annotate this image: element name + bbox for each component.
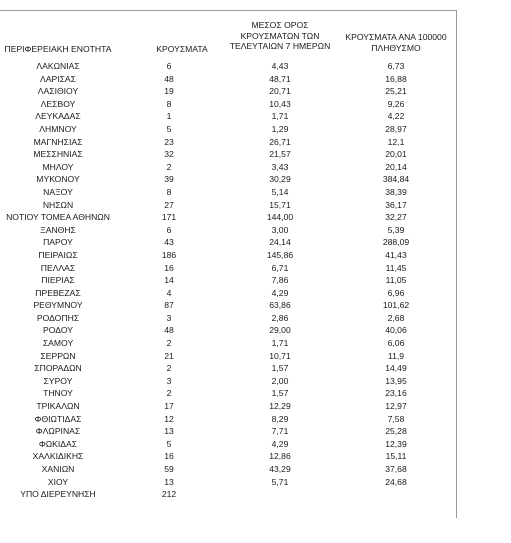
table-row	[0, 173, 456, 186]
region-cell: ΛΗΜΝΟΥ	[39, 123, 77, 134]
table-row	[0, 362, 456, 375]
per100k-cell: 15,11	[385, 451, 407, 462]
per100k-cell: 23,16	[385, 388, 407, 399]
cases-cell: 19	[164, 86, 174, 97]
table-header	[0, 16, 456, 60]
cases-cell: 3	[166, 312, 172, 323]
table-body	[0, 60, 456, 501]
table-row	[0, 224, 456, 237]
region-cell: ΧΑΛΚΙΔΙΚΗΣ	[32, 451, 84, 462]
per100k-cell: 4,22	[387, 111, 405, 122]
region-cell: ΤΗΝΟΥ	[43, 388, 73, 399]
region-cell: ΦΛΩΡΙΝΑΣ	[35, 426, 81, 437]
table-row	[0, 136, 456, 149]
cases-cell: 39	[164, 174, 174, 185]
avg7-cell: 1,57	[271, 388, 289, 399]
region-cell: ΧΙΟΥ	[47, 476, 69, 487]
cases-cell: 16	[164, 451, 174, 462]
region-cell: ΣΕΡΡΩΝ	[40, 350, 76, 361]
cases-cell: 8	[166, 186, 172, 197]
per100k-cell: 7,58	[387, 413, 405, 424]
avg7-cell: 1,29	[271, 123, 289, 134]
avg7-cell: 4,29	[271, 287, 289, 298]
cases-cell: 2	[166, 363, 172, 374]
cases-cell: 4	[166, 287, 172, 298]
per100k-cell: 37,68	[385, 464, 407, 474]
avg7-cell: 20,71	[269, 86, 291, 97]
cases-cell: 12	[164, 413, 174, 424]
avg7-cell: 144,00	[266, 212, 294, 223]
cases-cell: 87	[164, 300, 174, 311]
table-row	[0, 85, 456, 98]
avg7-cell: 15,71	[269, 199, 291, 210]
per100k-cell: 20,01	[385, 149, 407, 160]
per100k-cell: 24,68	[385, 476, 407, 487]
table-row	[0, 438, 456, 451]
avg7-cell: 26,71	[269, 136, 291, 147]
avg7-cell: 63,86	[269, 300, 291, 311]
cases-cell: 6	[166, 61, 172, 71]
per100k-cell: 2,68	[387, 312, 405, 323]
avg7-cell: 24,14	[269, 237, 291, 248]
avg7-cell: 2,86	[271, 312, 289, 323]
table-row	[0, 476, 456, 489]
table-row	[0, 337, 456, 350]
table-row	[0, 161, 456, 174]
avg7-cell: 1,71	[271, 338, 289, 349]
cases-cell: 13	[164, 426, 174, 437]
avg7-cell: 1,57	[271, 363, 289, 374]
cases-cell: 21	[164, 350, 174, 361]
region-cell: ΜΑΓΝΗΣΙΑΣ	[33, 136, 83, 147]
cases-cell: 8	[166, 98, 172, 109]
region-cell: ΞΑΝΘΗΣ	[40, 224, 76, 235]
cases-cell: 2	[166, 338, 172, 349]
region-cell: ΣΑΜΟΥ	[42, 338, 74, 349]
header-per100k	[338, 32, 454, 53]
region-cell: ΜΗΛΟΥ	[42, 161, 74, 172]
per100k-cell: 32,27	[385, 212, 407, 223]
region-cell: ΥΠΟ ΔΙΕΡΕΥΝΗΣΗ	[20, 489, 96, 500]
header-per100k-line1: ΚΡΟΥΣΜΑΤΑ ΑΝΑ 100000	[345, 32, 447, 42]
per100k-cell: 16,88	[385, 73, 407, 84]
region-cell: ΧΑΝΙΩΝ	[41, 464, 75, 474]
region-cell: ΝΟΤΙΟΥ ΤΟΜΕΑ ΑΘΗΝΩΝ	[6, 212, 110, 223]
table-row	[0, 148, 456, 161]
region-cell: ΣΠΟΡΑΔΩΝ	[34, 363, 82, 374]
region-cell: ΛΑΚΩΝΙΑΣ	[36, 61, 80, 71]
table-row	[0, 186, 456, 199]
table-row	[0, 387, 456, 400]
header-avg7	[227, 20, 333, 52]
table-row	[0, 199, 456, 212]
per100k-cell: 13,95	[385, 375, 407, 386]
avg7-cell: 43,29	[269, 464, 291, 474]
region-cell: ΝΑΞΟΥ	[43, 186, 73, 197]
per100k-cell: 28,97	[385, 123, 407, 134]
table-row	[0, 274, 456, 287]
per100k-cell: 25,21	[385, 86, 407, 97]
cases-cell: 59	[164, 464, 174, 474]
region-cell: ΠΙΕΡΙΑΣ	[41, 275, 75, 286]
table-top-border	[0, 10, 456, 11]
region-cell: ΡΟΔΟΥ	[43, 325, 73, 336]
cases-cell: 16	[164, 262, 174, 273]
cases-cell: 14	[164, 275, 174, 286]
region-cell: ΡΕΘΥΜΝΟΥ	[33, 300, 83, 311]
per100k-cell: 12,39	[385, 438, 407, 449]
table-row	[0, 488, 456, 501]
header-cases: ΚΡΟΥΣΜΑΤΑ	[156, 44, 208, 54]
header-region: ΠΕΡΙΦΕΡΕΙΑΚΗ ΕΝΟΤΗΤΑ	[4, 44, 112, 54]
region-cell: ΠΕΙΡΑΙΩΣ	[38, 249, 78, 260]
avg7-cell: 7,71	[271, 426, 289, 437]
table-row	[0, 60, 456, 73]
avg7-cell: 6,71	[271, 262, 289, 273]
avg7-cell: 5,71	[271, 476, 289, 487]
avg7-cell: 1,71	[271, 111, 289, 122]
per100k-cell: 6,06	[387, 338, 405, 349]
header-avg7-line2: ΚΡΟΥΣΜΑΤΩΝ ΤΩΝ	[240, 30, 320, 41]
table-row	[0, 463, 456, 476]
region-cell: ΣΥΡΟΥ	[43, 375, 73, 386]
table-row	[0, 400, 456, 413]
avg7-cell: 7,86	[271, 275, 289, 286]
per100k-cell: 11,45	[385, 262, 407, 273]
cases-cell: 2	[166, 388, 172, 399]
header-avg7-line3: ΤΕΛΕΥΤΑΙΩΝ 7 ΗΜΕΡΩΝ	[229, 41, 331, 51]
avg7-cell: 10,43	[269, 98, 291, 109]
cases-cell: 3	[166, 375, 172, 386]
per100k-cell: 20,14	[385, 161, 407, 172]
cases-cell: 43	[164, 237, 174, 248]
header-per100k-line2: ΠΛΗΘΥΣΜΟ	[371, 42, 421, 53]
avg7-cell: 8,29	[271, 413, 289, 424]
per100k-cell: 288,09	[382, 237, 410, 248]
region-cell: ΝΗΣΩΝ	[42, 199, 74, 210]
cases-cell: 23	[164, 136, 174, 147]
region-cell: ΜΥΚΟΝΟΥ	[36, 174, 80, 185]
cases-cell: 17	[164, 401, 174, 412]
cases-cell: 5	[166, 123, 172, 134]
per100k-cell: 101,62	[382, 300, 410, 311]
avg7-cell: 10,71	[269, 350, 291, 361]
avg7-cell: 12,29	[269, 401, 291, 412]
avg7-cell: 3,00	[271, 224, 289, 235]
cases-cell: 32	[164, 149, 174, 160]
region-cell: ΠΡΕΒΕΖΑΣ	[35, 287, 81, 298]
avg7-cell: 3,43	[271, 161, 289, 172]
per100k-cell: 14,49	[385, 363, 407, 374]
table-row	[0, 312, 456, 325]
cases-cell: 13	[164, 476, 174, 487]
region-cell: ΛΑΡΙΣΑΣ	[40, 73, 76, 84]
per100k-cell: 12,1	[387, 136, 405, 147]
table-row	[0, 236, 456, 249]
region-cell: ΛΑΣΙΘΙΟΥ	[37, 86, 79, 97]
region-cell: ΛΕΣΒΟΥ	[40, 98, 76, 109]
cases-cell: 6	[166, 224, 172, 235]
table-row	[0, 450, 456, 463]
table-row	[0, 413, 456, 426]
region-cell: ΤΡΙΚΑΛΩΝ	[36, 401, 80, 412]
table-row	[0, 249, 456, 262]
per100k-cell: 9,26	[387, 98, 405, 109]
avg7-cell: 2,00	[271, 375, 289, 386]
avg7-cell: 12,86	[269, 451, 291, 462]
per100k-cell: 12,97	[385, 401, 407, 412]
avg7-cell: 4,29	[271, 438, 289, 449]
per100k-cell: 40,06	[385, 325, 407, 336]
table-row	[0, 98, 456, 111]
cases-cell: 2	[166, 161, 172, 172]
region-cell: ΦΘΙΩΤΙΔΑΣ	[34, 413, 82, 424]
cases-cell: 48	[164, 325, 174, 336]
cases-cell: 27	[164, 199, 174, 210]
avg7-cell: 29,00	[269, 325, 291, 336]
per100k-cell: 38,39	[385, 186, 407, 197]
header-avg7-line1: ΜΕΣΟΣ ΟΡΟΣ	[251, 20, 309, 30]
cases-cell: 212	[161, 489, 177, 500]
cases-cell: 48	[164, 73, 174, 84]
table-row	[0, 350, 456, 363]
per100k-cell: 6,73	[387, 61, 405, 71]
region-cell: ΦΩΚΙΔΑΣ	[38, 438, 78, 449]
per100k-cell: 5,39	[387, 224, 405, 235]
avg7-cell: 4,43	[271, 61, 289, 71]
region-cell: ΡΟΔΟΠΗΣ	[36, 312, 80, 323]
avg7-cell: 21,57	[269, 149, 291, 160]
table-row	[0, 375, 456, 388]
table-row	[0, 324, 456, 337]
avg7-cell: 30,29	[269, 174, 291, 185]
per100k-cell: 11,9	[387, 350, 405, 361]
table-row	[0, 211, 456, 224]
per100k-cell: 41,43	[385, 249, 407, 260]
table-row	[0, 425, 456, 438]
region-cell: ΛΕΥΚΑΔΑΣ	[35, 111, 81, 122]
avg7-cell: 5,14	[271, 186, 289, 197]
per100k-cell: 11,05	[385, 275, 407, 286]
table-right-border	[456, 10, 457, 518]
per100k-cell: 6,96	[387, 287, 405, 298]
region-cell: ΠΕΛΛΑΣ	[40, 262, 76, 273]
table-row	[0, 110, 456, 123]
per100k-cell: 384,84	[382, 174, 410, 185]
cases-cell: 5	[166, 438, 172, 449]
table-row	[0, 262, 456, 275]
avg7-cell: 145,86	[266, 249, 294, 260]
avg7-cell: 48,71	[269, 73, 291, 84]
table-row	[0, 299, 456, 312]
table-row	[0, 73, 456, 86]
region-cell: ΜΕΣΣΗΝΙΑΣ	[33, 149, 83, 160]
cases-cell: 171	[161, 212, 177, 223]
per100k-cell: 36,17	[385, 199, 407, 210]
table-row	[0, 123, 456, 136]
region-cell: ΠΑΡΟΥ	[43, 237, 73, 248]
per100k-cell: 25,28	[385, 426, 407, 437]
cases-cell: 186	[161, 249, 177, 260]
table-row	[0, 287, 456, 300]
cases-cell: 1	[166, 111, 172, 122]
